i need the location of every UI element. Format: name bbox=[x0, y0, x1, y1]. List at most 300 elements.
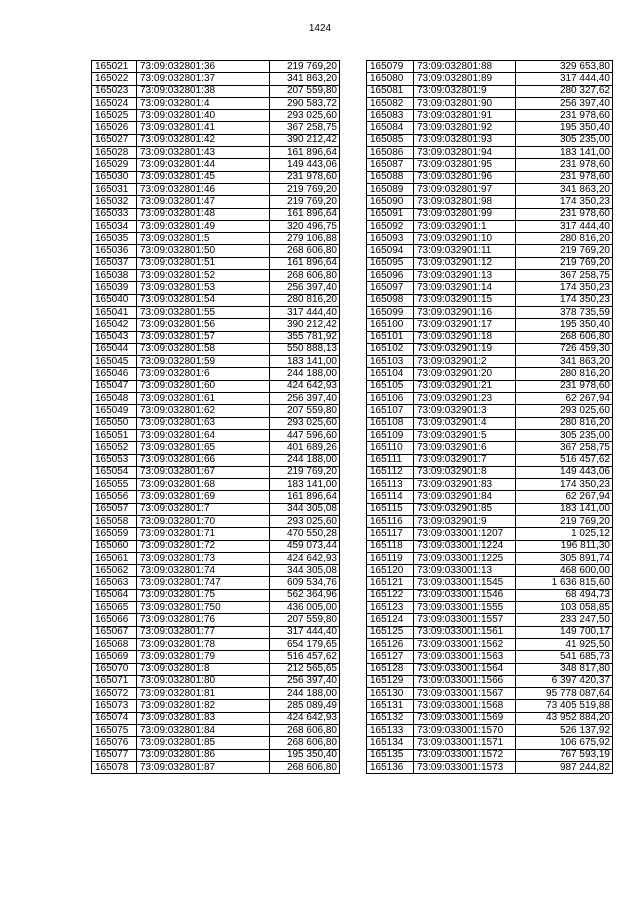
cadastral-number-cell: 73:09:033001:1564 bbox=[414, 663, 516, 675]
table-row bbox=[367, 245, 613, 257]
value-cell: 344 305,08 bbox=[270, 565, 340, 577]
value-cell: 341 863,20 bbox=[516, 356, 613, 368]
row-number-cell: 165078 bbox=[92, 761, 137, 773]
row-number-cell: 165025 bbox=[92, 110, 137, 122]
table-row bbox=[367, 85, 613, 97]
row-number-cell: 165107 bbox=[367, 405, 414, 417]
value-cell: 526 137,92 bbox=[516, 725, 613, 737]
row-number-cell: 165124 bbox=[367, 614, 414, 626]
cadastral-number-cell: 73:09:032801:94 bbox=[414, 147, 516, 159]
value-cell: 317 444,40 bbox=[516, 220, 613, 232]
cadastral-number-cell: 73:09:033001:1545 bbox=[414, 577, 516, 589]
cadastral-number-cell: 73:09:032801:61 bbox=[137, 393, 270, 405]
table-row bbox=[92, 294, 340, 306]
row-number-cell: 165085 bbox=[367, 134, 414, 146]
table-row bbox=[367, 134, 613, 146]
table-row bbox=[92, 220, 340, 232]
row-number-cell: 165076 bbox=[92, 737, 137, 749]
value-cell: 231 978,60 bbox=[270, 171, 340, 183]
value-cell: 244 188,00 bbox=[270, 454, 340, 466]
table-row bbox=[367, 602, 613, 614]
table-row bbox=[92, 577, 340, 589]
row-number-cell: 165136 bbox=[367, 761, 414, 773]
table-row bbox=[92, 663, 340, 675]
value-cell: 468 600,00 bbox=[516, 565, 613, 577]
table-row bbox=[92, 171, 340, 183]
cadastral-number-cell: 73:09:032801:57 bbox=[137, 331, 270, 343]
row-number-cell: 165040 bbox=[92, 294, 137, 306]
row-number-cell: 165088 bbox=[367, 171, 414, 183]
table-row bbox=[92, 270, 340, 282]
table-row bbox=[367, 479, 613, 491]
table-row bbox=[367, 122, 613, 134]
value-cell: 268 606,80 bbox=[516, 331, 613, 343]
table-row bbox=[92, 638, 340, 650]
cadastral-number-cell: 73:09:032801:48 bbox=[137, 208, 270, 220]
value-cell: 195 350,40 bbox=[516, 122, 613, 134]
cadastral-number-cell: 73:09:033001:1207 bbox=[414, 528, 516, 540]
cadastral-number-cell: 73:09:032901:11 bbox=[414, 245, 516, 257]
table-row bbox=[367, 614, 613, 626]
value-cell: 256 397,40 bbox=[270, 393, 340, 405]
row-number-cell: 165062 bbox=[92, 565, 137, 577]
value-cell: 726 459,30 bbox=[516, 343, 613, 355]
cadastral-number-cell: 73:09:032801:96 bbox=[414, 171, 516, 183]
table-row bbox=[92, 491, 340, 503]
cadastral-number-cell: 73:09:032801:46 bbox=[137, 183, 270, 195]
value-cell: 348 817,80 bbox=[516, 663, 613, 675]
value-cell: 470 550,28 bbox=[270, 528, 340, 540]
table-row bbox=[367, 319, 613, 331]
value-cell: 280 816,20 bbox=[516, 368, 613, 380]
row-number-cell: 165034 bbox=[92, 220, 137, 232]
value-cell: 219 769,20 bbox=[516, 257, 613, 269]
table-row bbox=[92, 552, 340, 564]
value-cell: 285 089,49 bbox=[270, 700, 340, 712]
cadastral-number-cell: 73:09:032801:88 bbox=[414, 61, 516, 73]
cadastral-number-cell: 73:09:032801:56 bbox=[137, 319, 270, 331]
cadastral-number-cell: 73:09:032801:82 bbox=[137, 700, 270, 712]
row-number-cell: 165075 bbox=[92, 725, 137, 737]
cadastral-number-cell: 73:09:032801:5 bbox=[137, 233, 270, 245]
row-number-cell: 165031 bbox=[92, 183, 137, 195]
cadastral-number-cell: 73:09:032901:17 bbox=[414, 319, 516, 331]
table-row bbox=[92, 454, 340, 466]
row-number-cell: 165129 bbox=[367, 675, 414, 687]
table-row bbox=[367, 725, 613, 737]
value-cell: 317 444,40 bbox=[270, 306, 340, 318]
value-cell: 161 896,64 bbox=[270, 208, 340, 220]
table-row bbox=[92, 147, 340, 159]
cadastral-number-cell: 73:09:032801:40 bbox=[137, 110, 270, 122]
table-row bbox=[367, 233, 613, 245]
table-row bbox=[367, 343, 613, 355]
cadastral-number-cell: 73:09:032901:18 bbox=[414, 331, 516, 343]
table-row bbox=[92, 675, 340, 687]
table-row bbox=[92, 503, 340, 515]
cadastral-number-cell: 73:09:032801:49 bbox=[137, 220, 270, 232]
cadastral-number-cell: 73:09:033001:1570 bbox=[414, 725, 516, 737]
value-cell: 424 642,93 bbox=[270, 712, 340, 724]
value-cell: 293 025,60 bbox=[270, 110, 340, 122]
table-row bbox=[367, 270, 613, 282]
value-cell: 212 565,65 bbox=[270, 663, 340, 675]
table-row bbox=[367, 368, 613, 380]
cadastral-number-cell: 73:09:033001:1569 bbox=[414, 712, 516, 724]
table-row bbox=[92, 159, 340, 171]
row-number-cell: 165086 bbox=[367, 147, 414, 159]
cadastral-number-cell: 73:09:032801:58 bbox=[137, 343, 270, 355]
row-number-cell: 165095 bbox=[367, 257, 414, 269]
cadastral-number-cell: 73:09:032801:87 bbox=[137, 761, 270, 773]
table-row bbox=[367, 688, 613, 700]
value-cell: 149 443,06 bbox=[516, 466, 613, 478]
cadastral-number-cell: 73:09:033001:1573 bbox=[414, 761, 516, 773]
row-number-cell: 165030 bbox=[92, 171, 137, 183]
cadastral-number-cell: 73:09:032901:83 bbox=[414, 479, 516, 491]
cadastral-number-cell: 73:09:032801:93 bbox=[414, 134, 516, 146]
table-row bbox=[92, 749, 340, 761]
row-number-cell: 165099 bbox=[367, 306, 414, 318]
row-number-cell: 165048 bbox=[92, 393, 137, 405]
table-row bbox=[367, 503, 613, 515]
row-number-cell: 165021 bbox=[92, 61, 137, 73]
cadastral-number-cell: 73:09:033001:1546 bbox=[414, 589, 516, 601]
cadastral-number-cell: 73:09:032801:91 bbox=[414, 110, 516, 122]
row-number-cell: 165112 bbox=[367, 466, 414, 478]
value-cell: 436 005,00 bbox=[270, 602, 340, 614]
table-row bbox=[92, 306, 340, 318]
row-number-cell: 165061 bbox=[92, 552, 137, 564]
value-cell: 341 863,20 bbox=[516, 183, 613, 195]
value-cell: 174 350,23 bbox=[516, 479, 613, 491]
table-row bbox=[92, 589, 340, 601]
value-cell: 305 891,74 bbox=[516, 552, 613, 564]
table-row bbox=[367, 442, 613, 454]
value-cell: 207 559,80 bbox=[270, 85, 340, 97]
value-cell: 183 141,00 bbox=[516, 147, 613, 159]
row-number-cell: 165132 bbox=[367, 712, 414, 724]
left-register-table bbox=[91, 60, 340, 774]
value-cell: 256 397,40 bbox=[270, 282, 340, 294]
value-cell: 654 179,65 bbox=[270, 638, 340, 650]
row-number-cell: 165071 bbox=[92, 675, 137, 687]
cadastral-number-cell: 73:09:032901:20 bbox=[414, 368, 516, 380]
cadastral-number-cell: 73:09:032801:92 bbox=[414, 122, 516, 134]
value-cell: 516 457,62 bbox=[516, 454, 613, 466]
row-number-cell: 165063 bbox=[92, 577, 137, 589]
cadastral-number-cell: 73:09:032901:3 bbox=[414, 405, 516, 417]
value-cell: 6 397 420,37 bbox=[516, 675, 613, 687]
row-number-cell: 165074 bbox=[92, 712, 137, 724]
cadastral-number-cell: 73:09:032801:42 bbox=[137, 134, 270, 146]
value-cell: 268 606,80 bbox=[270, 245, 340, 257]
row-number-cell: 165131 bbox=[367, 700, 414, 712]
table-row bbox=[367, 110, 613, 122]
cadastral-number-cell: 73:09:032801:4 bbox=[137, 97, 270, 109]
row-number-cell: 165100 bbox=[367, 319, 414, 331]
cadastral-number-cell: 73:09:032901:15 bbox=[414, 294, 516, 306]
value-cell: 320 496,75 bbox=[270, 220, 340, 232]
row-number-cell: 165037 bbox=[92, 257, 137, 269]
row-number-cell: 165033 bbox=[92, 208, 137, 220]
row-number-cell: 165047 bbox=[92, 380, 137, 392]
row-number-cell: 165128 bbox=[367, 663, 414, 675]
row-number-cell: 165081 bbox=[367, 85, 414, 97]
cadastral-number-cell: 73:09:032801:750 bbox=[137, 602, 270, 614]
cadastral-number-cell: 73:09:033001:1566 bbox=[414, 675, 516, 687]
table-row bbox=[367, 97, 613, 109]
table-row bbox=[92, 405, 340, 417]
table-row bbox=[367, 331, 613, 343]
cadastral-number-cell: 73:09:032801:36 bbox=[137, 61, 270, 73]
cadastral-number-cell: 73:09:032801:47 bbox=[137, 196, 270, 208]
row-number-cell: 165106 bbox=[367, 393, 414, 405]
cadastral-number-cell: 73:09:032801:6 bbox=[137, 368, 270, 380]
cadastral-number-cell: 73:09:032801:43 bbox=[137, 147, 270, 159]
table-row bbox=[92, 651, 340, 663]
table-row bbox=[367, 257, 613, 269]
row-number-cell: 165118 bbox=[367, 540, 414, 552]
value-cell: 68 494,73 bbox=[516, 589, 613, 601]
value-cell: 219 769,20 bbox=[516, 515, 613, 527]
cadastral-number-cell: 73:09:032801:9 bbox=[414, 85, 516, 97]
value-cell: 305 235,00 bbox=[516, 134, 613, 146]
cadastral-number-cell: 73:09:032901:16 bbox=[414, 306, 516, 318]
row-number-cell: 165059 bbox=[92, 528, 137, 540]
cadastral-number-cell: 73:09:032801:62 bbox=[137, 405, 270, 417]
row-number-cell: 165094 bbox=[367, 245, 414, 257]
cadastral-number-cell: 73:09:032801:59 bbox=[137, 356, 270, 368]
cadastral-number-cell: 73:09:032901:23 bbox=[414, 393, 516, 405]
cadastral-number-cell: 73:09:032801:99 bbox=[414, 208, 516, 220]
cadastral-number-cell: 73:09:033001:1568 bbox=[414, 700, 516, 712]
row-number-cell: 165133 bbox=[367, 725, 414, 737]
cadastral-number-cell: 73:09:032801:8 bbox=[137, 663, 270, 675]
table-row bbox=[92, 208, 340, 220]
value-cell: 231 978,60 bbox=[516, 110, 613, 122]
cadastral-number-cell: 73:09:032801:83 bbox=[137, 712, 270, 724]
row-number-cell: 165114 bbox=[367, 491, 414, 503]
cadastral-number-cell: 73:09:032801:76 bbox=[137, 614, 270, 626]
cadastral-number-cell: 73:09:033001:1563 bbox=[414, 651, 516, 663]
cadastral-number-cell: 73:09:032901:2 bbox=[414, 356, 516, 368]
row-number-cell: 165113 bbox=[367, 479, 414, 491]
row-number-cell: 165024 bbox=[92, 97, 137, 109]
value-cell: 219 769,20 bbox=[270, 183, 340, 195]
table-row bbox=[92, 356, 340, 368]
cadastral-number-cell: 73:09:032801:52 bbox=[137, 270, 270, 282]
table-row bbox=[92, 540, 340, 552]
table-row bbox=[92, 85, 340, 97]
row-number-cell: 165102 bbox=[367, 343, 414, 355]
table-row bbox=[92, 380, 340, 392]
table-row bbox=[367, 306, 613, 318]
row-number-cell: 165044 bbox=[92, 343, 137, 355]
table-row bbox=[92, 196, 340, 208]
row-number-cell: 165056 bbox=[92, 491, 137, 503]
row-number-cell: 165058 bbox=[92, 515, 137, 527]
value-cell: 447 596,60 bbox=[270, 429, 340, 441]
table-row bbox=[92, 73, 340, 85]
cadastral-number-cell: 73:09:032801:55 bbox=[137, 306, 270, 318]
row-number-cell: 165050 bbox=[92, 417, 137, 429]
cadastral-number-cell: 73:09:032801:44 bbox=[137, 159, 270, 171]
value-cell: 305 235,00 bbox=[516, 429, 613, 441]
value-cell: 280 816,20 bbox=[270, 294, 340, 306]
cadastral-number-cell: 73:09:032801:64 bbox=[137, 429, 270, 441]
row-number-cell: 165122 bbox=[367, 589, 414, 601]
table-row bbox=[367, 393, 613, 405]
table-row bbox=[367, 405, 613, 417]
table-row bbox=[367, 552, 613, 564]
row-number-cell: 165022 bbox=[92, 73, 137, 85]
value-cell: 183 141,00 bbox=[270, 356, 340, 368]
row-number-cell: 165087 bbox=[367, 159, 414, 171]
table-row bbox=[92, 515, 340, 527]
value-cell: 106 675,92 bbox=[516, 737, 613, 749]
row-number-cell: 165127 bbox=[367, 651, 414, 663]
table-row bbox=[92, 725, 340, 737]
cadastral-number-cell: 73:09:032801:90 bbox=[414, 97, 516, 109]
value-cell: 355 781,92 bbox=[270, 331, 340, 343]
table-row bbox=[367, 491, 613, 503]
table-row bbox=[92, 429, 340, 441]
table-row bbox=[367, 73, 613, 85]
table-row bbox=[92, 700, 340, 712]
table-row bbox=[367, 196, 613, 208]
table-row bbox=[367, 528, 613, 540]
value-cell: 196 811,30 bbox=[516, 540, 613, 552]
value-cell: 207 559,80 bbox=[270, 614, 340, 626]
row-number-cell: 165035 bbox=[92, 233, 137, 245]
cadastral-number-cell: 73:09:032801:53 bbox=[137, 282, 270, 294]
row-number-cell: 165060 bbox=[92, 540, 137, 552]
right-register-body bbox=[367, 61, 613, 774]
value-cell: 43 952 884,20 bbox=[516, 712, 613, 724]
cadastral-number-cell: 73:09:032801:79 bbox=[137, 651, 270, 663]
cadastral-number-cell: 73:09:032801:75 bbox=[137, 589, 270, 601]
table-row bbox=[92, 528, 340, 540]
row-number-cell: 165077 bbox=[92, 749, 137, 761]
row-number-cell: 165039 bbox=[92, 282, 137, 294]
row-number-cell: 165135 bbox=[367, 749, 414, 761]
value-cell: 279 106,88 bbox=[270, 233, 340, 245]
row-number-cell: 165054 bbox=[92, 466, 137, 478]
cadastral-number-cell: 73:09:033001:1561 bbox=[414, 626, 516, 638]
table-row bbox=[92, 737, 340, 749]
cadastral-number-cell: 73:09:033001:1562 bbox=[414, 638, 516, 650]
row-number-cell: 165026 bbox=[92, 122, 137, 134]
table-row bbox=[92, 688, 340, 700]
table-row bbox=[367, 429, 613, 441]
table-row bbox=[92, 97, 340, 109]
row-number-cell: 165115 bbox=[367, 503, 414, 515]
value-cell: 73 405 519,88 bbox=[516, 700, 613, 712]
value-cell: 280 327,62 bbox=[516, 85, 613, 97]
value-cell: 231 978,60 bbox=[516, 208, 613, 220]
cadastral-number-cell: 73:09:032801:95 bbox=[414, 159, 516, 171]
value-cell: 609 534,76 bbox=[270, 577, 340, 589]
table-row bbox=[367, 577, 613, 589]
cadastral-number-cell: 73:09:032801:45 bbox=[137, 171, 270, 183]
row-number-cell: 165065 bbox=[92, 602, 137, 614]
value-cell: 174 350,23 bbox=[516, 196, 613, 208]
table-row bbox=[92, 466, 340, 478]
row-number-cell: 165089 bbox=[367, 183, 414, 195]
cadastral-number-cell: 73:09:032801:74 bbox=[137, 565, 270, 577]
value-cell: 256 397,40 bbox=[516, 97, 613, 109]
row-number-cell: 165091 bbox=[367, 208, 414, 220]
table-row bbox=[92, 442, 340, 454]
value-cell: 244 188,00 bbox=[270, 688, 340, 700]
value-cell: 219 769,20 bbox=[270, 196, 340, 208]
table-row bbox=[367, 749, 613, 761]
table-row bbox=[92, 761, 340, 773]
table-row bbox=[367, 183, 613, 195]
table-row bbox=[92, 61, 340, 73]
value-cell: 231 978,60 bbox=[516, 380, 613, 392]
value-cell: 207 559,80 bbox=[270, 405, 340, 417]
value-cell: 244 188,00 bbox=[270, 368, 340, 380]
value-cell: 268 606,80 bbox=[270, 725, 340, 737]
value-cell: 174 350,23 bbox=[516, 282, 613, 294]
value-cell: 562 364,96 bbox=[270, 589, 340, 601]
value-cell: 256 397,40 bbox=[270, 675, 340, 687]
cadastral-number-cell: 73:09:032801:70 bbox=[137, 515, 270, 527]
row-number-cell: 165028 bbox=[92, 147, 137, 159]
cadastral-number-cell: 73:09:032801:84 bbox=[137, 725, 270, 737]
row-number-cell: 165097 bbox=[367, 282, 414, 294]
row-number-cell: 165066 bbox=[92, 614, 137, 626]
value-cell: 103 058,85 bbox=[516, 602, 613, 614]
cadastral-number-cell: 73:09:032901:10 bbox=[414, 233, 516, 245]
row-number-cell: 165123 bbox=[367, 602, 414, 614]
table-row bbox=[367, 171, 613, 183]
cadastral-number-cell: 73:09:032801:66 bbox=[137, 454, 270, 466]
value-cell: 459 073,44 bbox=[270, 540, 340, 552]
cadastral-number-cell: 73:09:032901:1 bbox=[414, 220, 516, 232]
table-row bbox=[367, 466, 613, 478]
value-cell: 183 141,00 bbox=[270, 479, 340, 491]
table-row bbox=[367, 147, 613, 159]
table-row bbox=[92, 417, 340, 429]
row-number-cell: 165052 bbox=[92, 442, 137, 454]
cadastral-number-cell: 73:09:032801:38 bbox=[137, 85, 270, 97]
cadastral-number-cell: 73:09:033001:1571 bbox=[414, 737, 516, 749]
value-cell: 149 700,17 bbox=[516, 626, 613, 638]
row-number-cell: 165098 bbox=[367, 294, 414, 306]
cadastral-number-cell: 73:09:032901:19 bbox=[414, 343, 516, 355]
table-row bbox=[92, 257, 340, 269]
row-number-cell: 165049 bbox=[92, 405, 137, 417]
table-row bbox=[92, 712, 340, 724]
table-row bbox=[367, 282, 613, 294]
table-row bbox=[367, 700, 613, 712]
table-row bbox=[367, 515, 613, 527]
table-row bbox=[92, 331, 340, 343]
cadastral-number-cell: 73:09:032901:6 bbox=[414, 442, 516, 454]
cadastral-number-cell: 73:09:032801:63 bbox=[137, 417, 270, 429]
row-number-cell: 165029 bbox=[92, 159, 137, 171]
cadastral-number-cell: 73:09:032801:747 bbox=[137, 577, 270, 589]
row-number-cell: 165105 bbox=[367, 380, 414, 392]
row-number-cell: 165111 bbox=[367, 454, 414, 466]
row-number-cell: 165082 bbox=[367, 97, 414, 109]
value-cell: 161 896,64 bbox=[270, 491, 340, 503]
value-cell: 344 305,08 bbox=[270, 503, 340, 515]
row-number-cell: 165041 bbox=[92, 306, 137, 318]
